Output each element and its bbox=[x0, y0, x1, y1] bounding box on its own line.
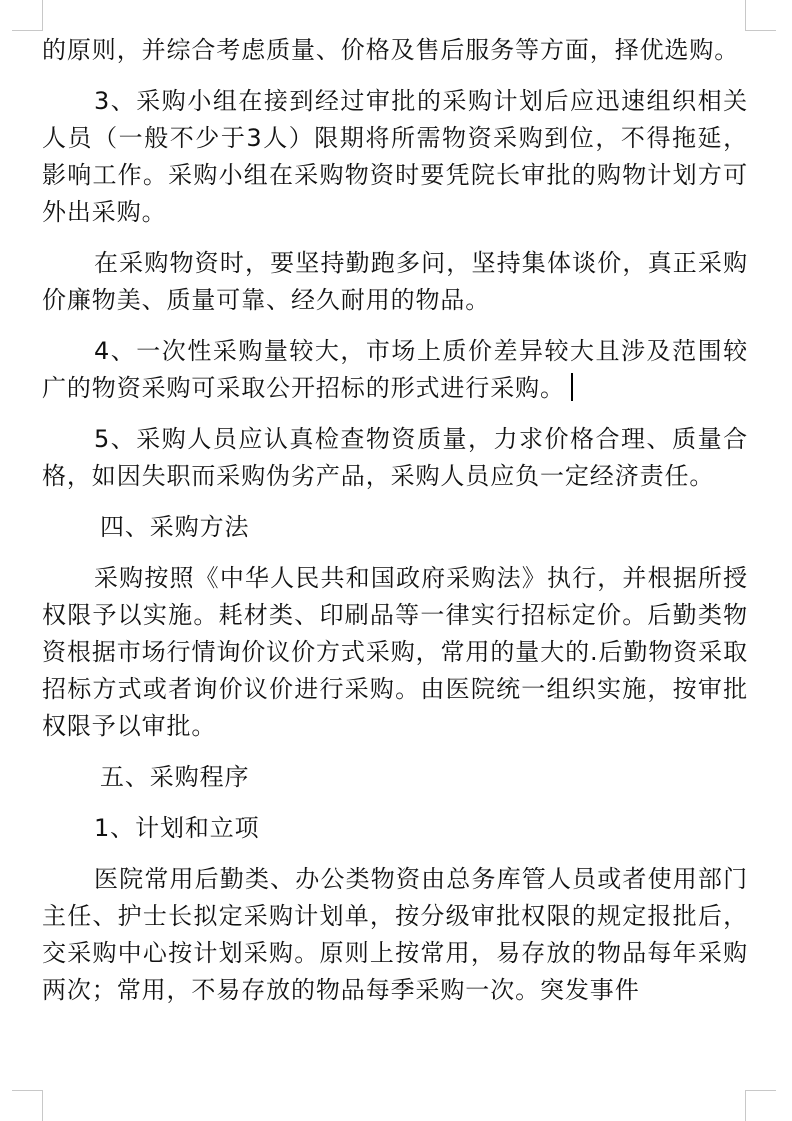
page-corner-mark-bottom-right bbox=[745, 1090, 776, 1121]
document-body[interactable] bbox=[42, 32, 748, 1023]
paragraph-purchasing-method[interactable]: 采购按照《中华人民共和国政府采购法》执行，并根据所授权限予以实施。耗材类、印刷品等一律实行招标定价。后勤类物资根据市场行情询价议价方式采购，常用的量大的.后勤物资采取招标方式或者询价议价进行采购。由医院统一组织实施，按审批权限予以审批。 bbox=[42, 564, 748, 740]
page-corner-mark-top-left bbox=[12, 0, 43, 31]
page-corner-mark-bottom-left bbox=[12, 1090, 43, 1121]
page-corner-mark-top-right bbox=[745, 0, 776, 31]
paragraph-purchasing-practice[interactable]: 在采购物资时，要坚持勤跑多问，坚持集体谈价，真正采购价廉物美、质量可靠、经久耐用的物品。 bbox=[42, 249, 748, 314]
subheading-plan-and-project[interactable]: 1、计划和立项 bbox=[94, 814, 260, 842]
paragraph-item-4-text[interactable]: 4、一次性采购量较大，市场上质价差异较大且涉及范围较广的物资采购可采取公开招标的形式进行采购。 bbox=[42, 337, 748, 402]
paragraph-item-5[interactable]: 5、采购人员应认真检查物资质量，力求价格合理、质量合格，如因失职而采购伪劣产品，采购人员应负一定经济责任。 bbox=[42, 425, 748, 490]
section-heading-purchasing-method[interactable]: 四、采购方法 bbox=[100, 513, 250, 541]
paragraph-plan-details[interactable]: 医院常用后勤类、办公类物资由总务库管人员或者使用部门主任、护士长拟定采购计划单，按分级审批权限的规定报批后，交采购中心按计划采购。原则上按常用，易存放的物品每年采购两次；常用，不易存放的物品每季采购一次。突发事件 bbox=[42, 865, 748, 1004]
text-cursor bbox=[571, 373, 573, 401]
paragraph-item-3[interactable]: 3、采购小组在接到经过审批的采购计划后应迅速组织相关人员（一般不少于3人）限期将所需物资采购到位，不得拖延，影响工作。采购小组在采购物资时要凭院长审批的购物计划方可外出采购。 bbox=[42, 87, 748, 226]
paragraph-continuation[interactable]: 的原则，并综合考虑质量、价格及售后服务等方面，择优选购。 bbox=[42, 36, 740, 64]
paragraph-item-4[interactable] bbox=[42, 333, 748, 407]
section-heading-purchasing-procedure[interactable]: 五、采购程序 bbox=[100, 763, 250, 791]
